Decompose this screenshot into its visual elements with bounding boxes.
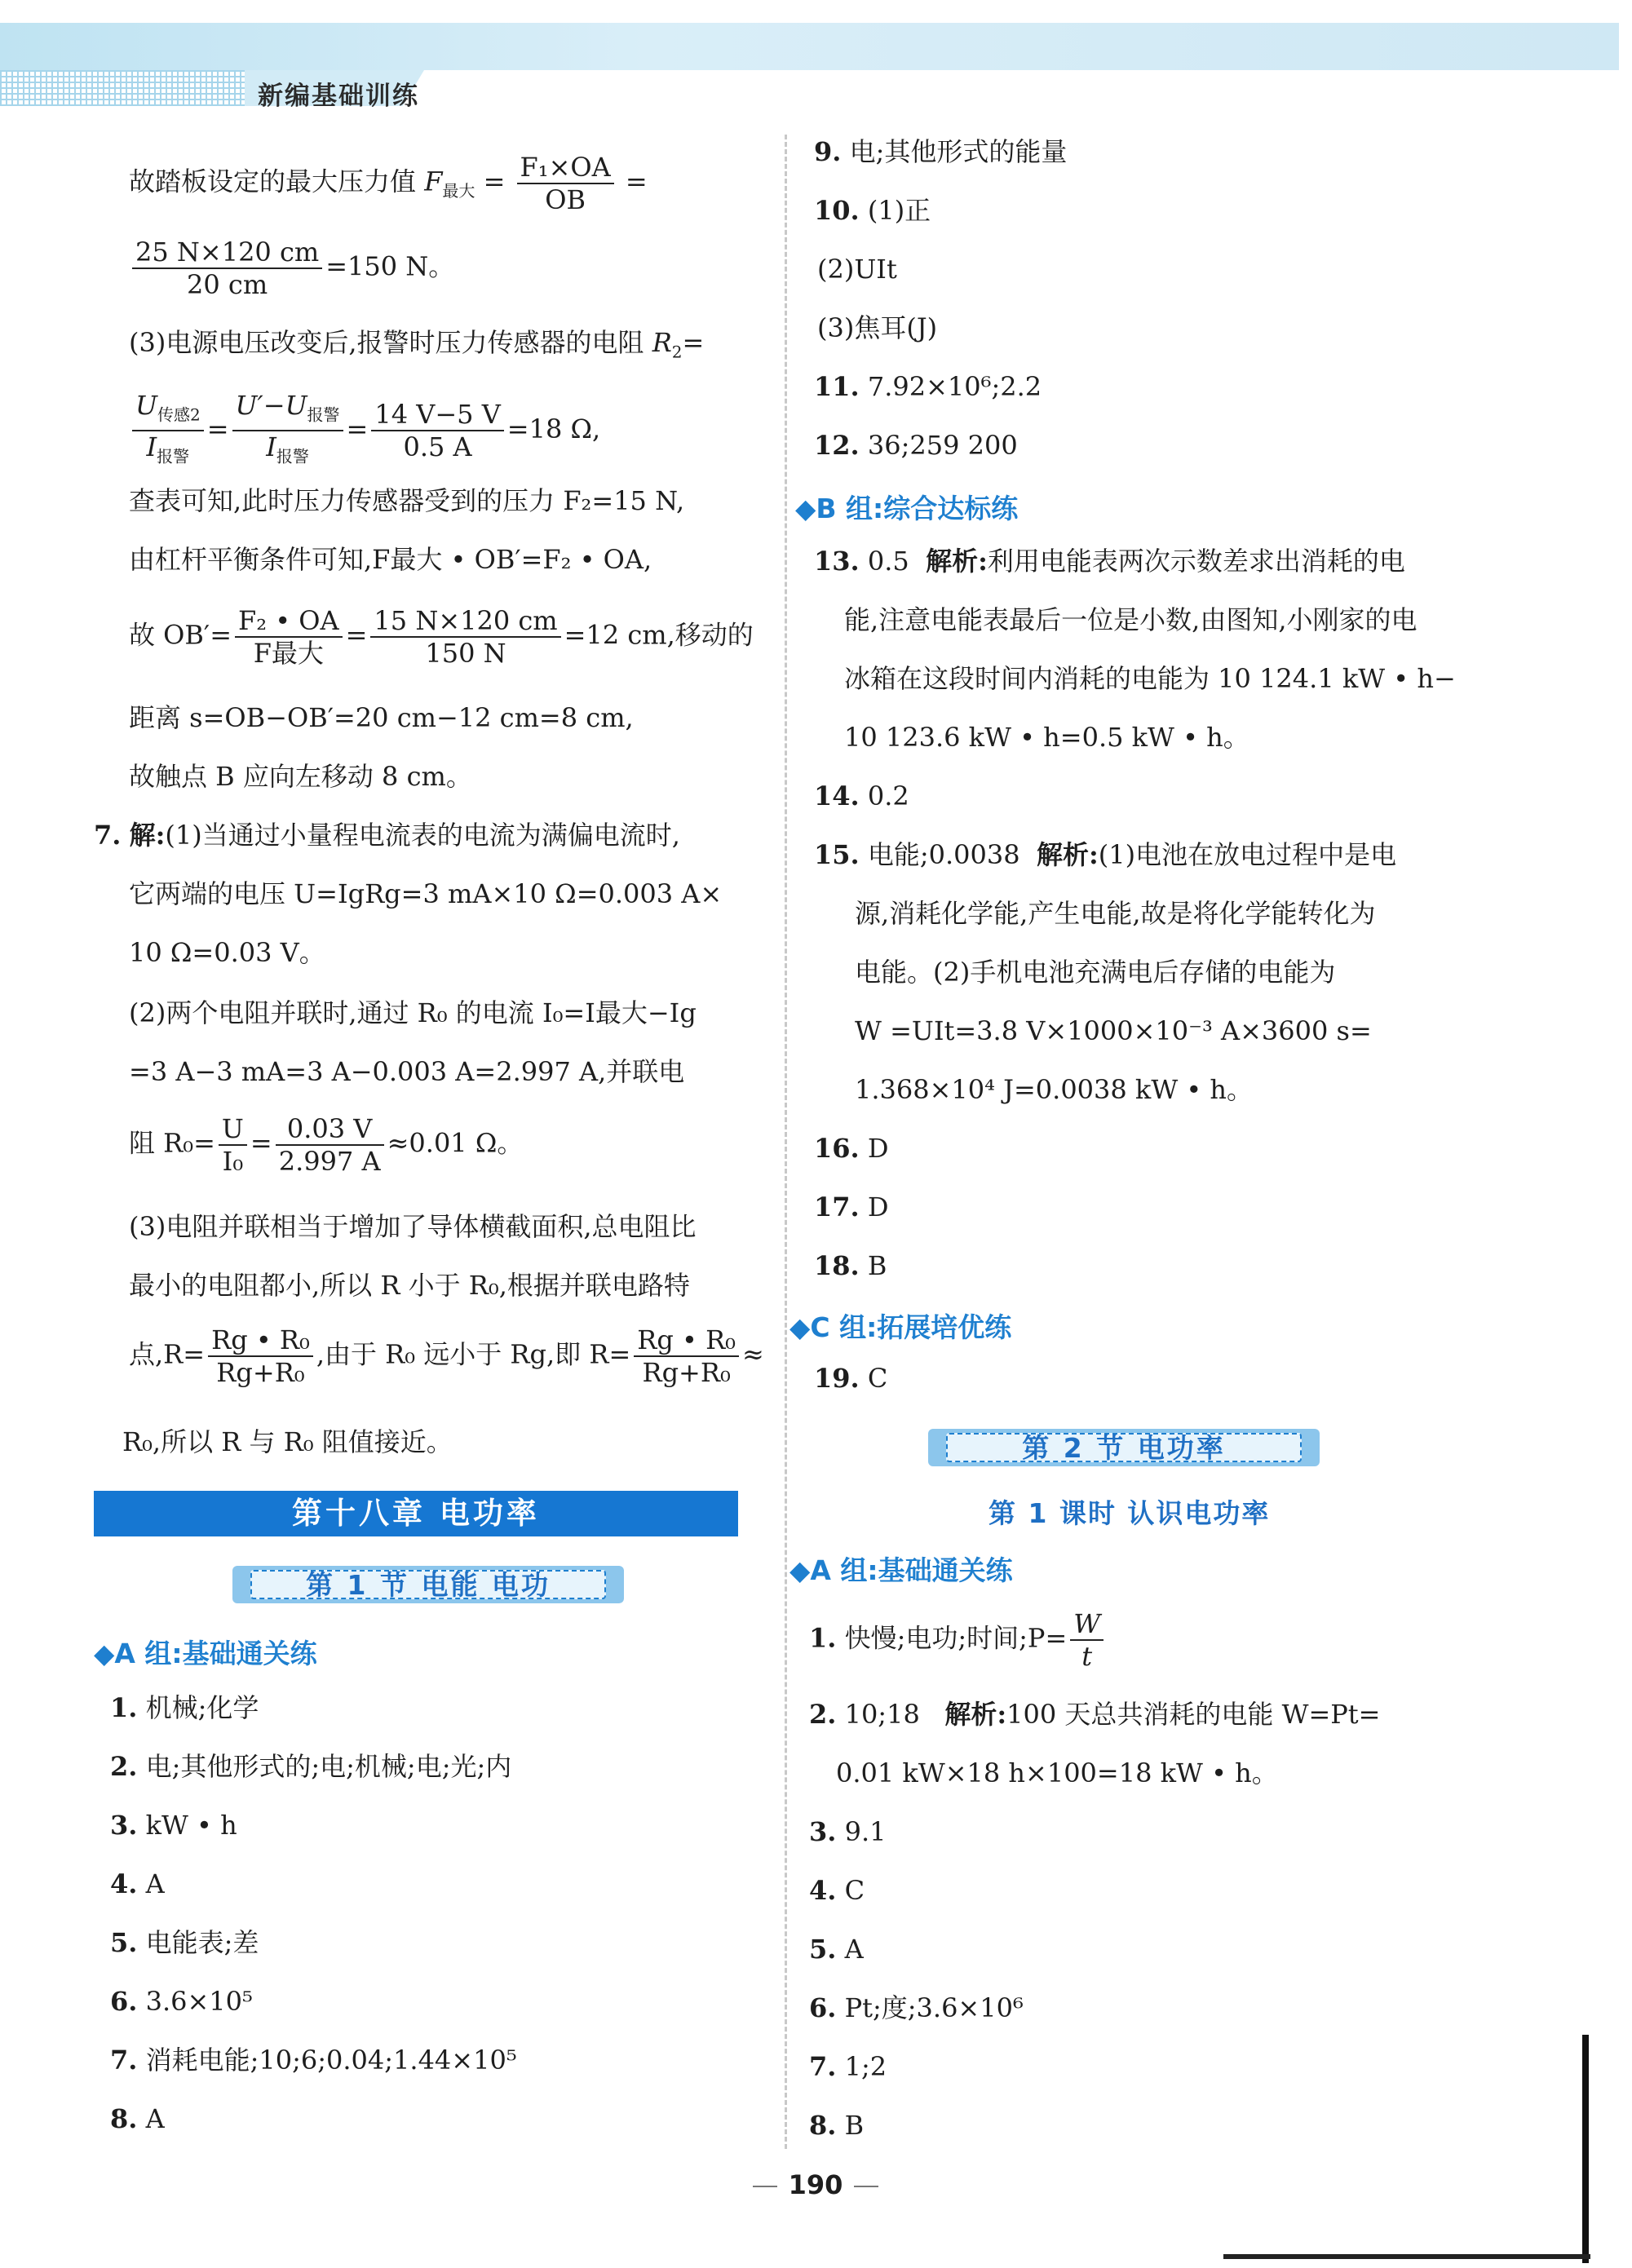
answer-15-line-3: 电能。(2)手机电池充满电后存储的电能为	[855, 957, 1336, 988]
numerator: U	[219, 1113, 247, 1146]
text: 电;其他形式的能量	[849, 136, 1068, 167]
var: U′−U	[235, 390, 307, 421]
answer-item	[110, 1690, 259, 1726]
num: 7.	[809, 2051, 837, 2082]
var: I	[266, 431, 276, 463]
text: 1;2	[844, 2051, 887, 2082]
numerator: F₂ • OA	[235, 605, 343, 638]
numerator: 15 N×120 cm	[370, 605, 560, 638]
text: =12 cm,移动的	[564, 619, 754, 651]
text: 9.1	[844, 1816, 887, 1847]
text: ,由于 R₀ 远小于 Rg,即 R=	[316, 1338, 631, 1370]
fraction	[235, 605, 343, 669]
sub: 报警	[276, 446, 309, 466]
denominator: 150 N	[425, 638, 506, 669]
answer-item	[110, 1807, 237, 1843]
section-1-banner	[232, 1566, 624, 1603]
chapter-banner: 第十八章 电功率	[94, 1491, 738, 1536]
q7-line-6: 阻 R₀= $\frac{U}{\text{I₀}}$ = $\frac{0.03 V}{2.997 A}$ ≈0.01 Ω。	[129, 1113, 524, 1177]
fraction	[208, 1324, 313, 1388]
answer-15-line-5: 1.368×10⁴ J=0.0038 kW • h。	[855, 1074, 1254, 1105]
fraction	[132, 237, 322, 300]
num: 5.	[809, 1934, 837, 1965]
denominator: 20 cm	[187, 269, 268, 300]
num: 7.	[110, 2045, 138, 2076]
answer-item	[110, 1866, 165, 1902]
fraction	[219, 1113, 247, 1177]
q7-line-9	[129, 1324, 764, 1388]
num: 12.	[814, 430, 860, 461]
text: 0.5	[867, 546, 909, 577]
text: =150 N。	[325, 250, 455, 282]
text: 消耗电能;10;6;0.04;1.44×10⁵	[145, 2045, 517, 2076]
analysis-label: 解析:	[944, 1699, 1007, 1730]
num: 3.	[809, 1816, 837, 1847]
text: 0.2	[867, 780, 909, 811]
b-answer-5	[809, 1931, 864, 1967]
num: 13.	[814, 546, 860, 577]
answer-item	[110, 2042, 517, 2078]
text: B	[867, 1250, 887, 1281]
answer-19	[814, 1360, 887, 1396]
num: 14.	[814, 780, 860, 811]
num: 3.	[110, 1810, 138, 1841]
answer-item	[110, 1925, 259, 1961]
num: 1.	[110, 1692, 138, 1723]
answer-15	[814, 837, 1396, 873]
q7-line-8: 最小的电阻都小,所以 R 小于 R₀,根据并联电路特	[129, 1270, 690, 1301]
text: A	[844, 1934, 864, 1965]
denominator: 0.5 A	[403, 431, 472, 463]
text: 电能;0.0038	[867, 839, 1020, 870]
page-number: 190	[734, 2169, 897, 2200]
fraction	[371, 399, 503, 462]
text: C	[867, 1363, 888, 1394]
denominator: t	[1081, 1641, 1093, 1672]
header-band	[0, 23, 1619, 70]
answer-10-b: (2)UIt	[817, 254, 897, 285]
fraction	[517, 152, 614, 215]
q7-line-2: 它两端的电压 U=IgRg=3 mA×10 Ω=0.003 A×	[129, 878, 723, 909]
answer-item	[110, 2101, 165, 2137]
text: 故踏板设定的最大压力值	[129, 166, 417, 197]
num: 6.	[809, 1992, 837, 2023]
text: kW • h	[145, 1810, 237, 1841]
text: B	[844, 2110, 865, 2141]
q7-line-1	[94, 817, 680, 853]
fraction	[132, 390, 204, 472]
header-title: 新编基础训练	[258, 82, 419, 111]
answer-12	[814, 427, 1018, 463]
text: (1)正	[867, 195, 931, 226]
analysis-label: 解析:	[926, 546, 988, 577]
text: 电能表;差	[145, 1927, 259, 1958]
q7-line-3: 10 Ω=0.03 V。	[129, 937, 325, 968]
num: 11.	[814, 371, 860, 402]
num: 9.	[814, 136, 842, 167]
num: 8.	[809, 2110, 837, 2141]
var: U	[135, 390, 157, 421]
denominator: OB	[545, 184, 586, 215]
group-a2-label: ◆A 组:基础通关练	[789, 1554, 1013, 1586]
text: =18 Ω,	[506, 413, 601, 444]
num: 5.	[110, 1927, 138, 1958]
section-2-title: 第 2 节 电功率	[946, 1433, 1302, 1462]
numerator: W	[1073, 1608, 1101, 1639]
b-answer-2	[809, 1696, 1380, 1732]
section-1-title: 第 1 节 电能 电功	[250, 1570, 606, 1599]
text: (1)电池在放电过程中是电	[1098, 839, 1397, 870]
numerator: 0.03 V	[276, 1113, 384, 1146]
section-2-banner	[928, 1429, 1320, 1466]
text: 10;18	[844, 1699, 920, 1730]
text: 36;259 200	[867, 430, 1018, 461]
numerator: Rg • R₀	[208, 1324, 313, 1357]
text: 机械;化学	[145, 1692, 259, 1723]
left-line-8: 距离 s=OB−OB′=20 cm−12 cm=8 cm,	[129, 702, 634, 733]
b-answer-2-line-2: 0.01 kW×18 h×100=18 kW • h。	[836, 1757, 1278, 1788]
answer-13-line-4: 10 123.6 kW • h=0.5 kW • h。	[844, 722, 1249, 753]
text: 7.92×10⁶;2.2	[867, 371, 1042, 402]
left-line-7: 故 OB′= $\frac{\text{F₂ • OA}}{\text{F最大}}$ = $\frac{15 N\times 120 cm}{150 N}$ =12 cm,移动的	[129, 605, 754, 669]
q7-line-7: (3)电阻并联相当于增加了导体横截面积,总电阻比	[129, 1211, 697, 1242]
answer-item	[110, 1749, 511, 1784]
answer-15-line-4: W =UIt=3.8 V×1000×10⁻³ A×3600 s=	[855, 1015, 1372, 1046]
left-line-4: $\frac{U_{传感2}}{I_{报警}}$ = $\frac{U'-U_{报警}}{I_{报警}}$ = $\frac{14 V-5 V}{0.5 A}$ =18 Ω,	[129, 390, 600, 472]
column-divider	[785, 135, 787, 2149]
var: R	[652, 327, 672, 358]
text: 快慢;电功;时间;P=	[844, 1622, 1068, 1654]
left-line-2	[129, 237, 454, 300]
group-b-label: ◆B 组:综合达标练	[795, 493, 1019, 524]
answer-16	[814, 1130, 889, 1166]
answer-13-line-3: 冰箱在这段时间内消耗的电能为 10 124.1 kW • h−	[844, 663, 1456, 694]
text: 利用电能表两次示数差求出消耗的电	[987, 546, 1405, 577]
numerator: Rg • R₀	[634, 1324, 739, 1357]
denominator: 2.997 A	[278, 1146, 381, 1177]
fraction	[232, 390, 343, 472]
text: A	[145, 1868, 165, 1899]
b-answer-1	[809, 1608, 1107, 1672]
text: ≈0.01 Ω。	[387, 1127, 524, 1159]
fraction	[634, 1324, 739, 1388]
text: (1)当通过小量程电流表的电流为满偏电流时,	[165, 820, 680, 851]
question-number: 7.	[94, 820, 122, 851]
page-edge-shadow	[1582, 2035, 1589, 2263]
left-line-6: 由杠杆平衡条件可知,F最大 • OB′=F₂ • OA,	[129, 544, 652, 575]
b-answer-3	[809, 1814, 886, 1850]
fraction	[276, 1113, 384, 1177]
text: 点,R=	[129, 1338, 206, 1370]
numerator: F₁×OA	[517, 152, 614, 184]
text: 100 天总共消耗的电能 W=Pt=	[1006, 1699, 1381, 1730]
q7-line-5: =3 A−3 mA=3 A−0.003 A=2.997 A,并联电	[129, 1056, 685, 1087]
num: 16.	[814, 1133, 860, 1164]
num: 19.	[814, 1363, 860, 1394]
num: 15.	[814, 839, 860, 870]
answer-13	[814, 543, 1405, 579]
text: (3)电源电压改变后,报警时压力传感器的电阻	[129, 327, 644, 358]
num: 17.	[814, 1191, 860, 1222]
answer-9	[814, 134, 1067, 170]
num: 4.	[110, 1868, 138, 1899]
answer-17	[814, 1189, 889, 1225]
left-line-1: 故踏板设定的最大压力值 $F_{最大}$ = $\frac{\text{F₁×OA}}{OB}$ =	[129, 152, 648, 215]
text: ≈	[741, 1338, 764, 1370]
left-line-5: 查表可知,此时压力传感器受到的压力 F₂=15 N,	[129, 485, 685, 516]
header-dot-pattern	[0, 70, 245, 106]
num: 2.	[809, 1699, 837, 1730]
sub: 报警	[157, 446, 190, 466]
answer-13-line-2: 能,注意电能表最后一位是小数,由图知,小刚家的电	[844, 604, 1417, 635]
fraction	[370, 605, 560, 669]
num: 8.	[110, 2103, 138, 2134]
num: 6.	[110, 1986, 138, 2017]
text: 故 OB′=	[129, 619, 232, 651]
analysis-label: 解析:	[1036, 839, 1099, 870]
num: 18.	[814, 1250, 860, 1281]
denominator: Rg+R₀	[216, 1357, 305, 1388]
sub: 传感2	[157, 405, 201, 425]
denominator: F最大	[253, 638, 324, 669]
num: 10.	[814, 195, 860, 226]
text: D	[867, 1191, 889, 1222]
answer-label: 解:	[129, 820, 166, 851]
q7-line-4: (2)两个电阻并联时,通过 R₀ 的电流 I₀=I最大−Ig	[129, 997, 697, 1028]
denominator: Rg+R₀	[642, 1357, 731, 1388]
answer-18	[814, 1248, 887, 1284]
numerator: 25 N×120 cm	[132, 237, 322, 269]
answer-11	[814, 369, 1042, 405]
b-answer-7	[809, 2049, 887, 2085]
page-edge-bottom	[1223, 2254, 1590, 2259]
answer-item	[110, 1983, 253, 2019]
group-c-label: ◆C 组:拓展培优练	[789, 1311, 1012, 1343]
sub: 最大	[442, 180, 475, 201]
q7-line-10: R₀,所以 R 与 R₀ 阻值接近。	[122, 1426, 453, 1457]
b-answer-4	[809, 1872, 865, 1908]
answer-10-c: (3)焦耳(J)	[817, 312, 938, 343]
answer-14	[814, 778, 909, 814]
sub: 2	[671, 342, 683, 362]
lesson-title: 第 1 课时 认识电功率	[988, 1497, 1271, 1529]
b-answer-6	[809, 1990, 1024, 2026]
numerator: 14 V−5 V	[371, 399, 503, 431]
text: 电;其他形式的;电;机械;电;光;内	[145, 1751, 512, 1782]
b-answer-8	[809, 2107, 864, 2143]
fraction	[1070, 1608, 1103, 1672]
num: 2.	[110, 1751, 138, 1782]
left-line-3: (3)电源电压改变后,报警时压力传感器的电阻 $R_2=$	[129, 327, 705, 362]
answer-10	[814, 192, 931, 228]
num: 4.	[809, 1875, 837, 1906]
text: D	[867, 1133, 889, 1164]
var: F	[424, 166, 443, 197]
text: A	[145, 2103, 165, 2134]
text: 阻 R₀=	[129, 1127, 215, 1159]
num: 1.	[809, 1622, 837, 1654]
answer-15-line-2: 源,消耗化学能,产生电能,故是将化学能转化为	[855, 898, 1376, 929]
text: Pt;度;3.6×10⁶	[844, 1992, 1024, 2023]
denominator: I₀	[222, 1146, 244, 1177]
var: I	[146, 431, 157, 463]
group-a-label: ◆A 组:基础通关练	[94, 1638, 317, 1669]
left-line-9: 故触点 B 应向左移动 8 cm。	[129, 761, 472, 792]
text: C	[844, 1875, 865, 1906]
sub: 报警	[307, 405, 340, 425]
text: 3.6×10⁵	[145, 1986, 253, 2017]
